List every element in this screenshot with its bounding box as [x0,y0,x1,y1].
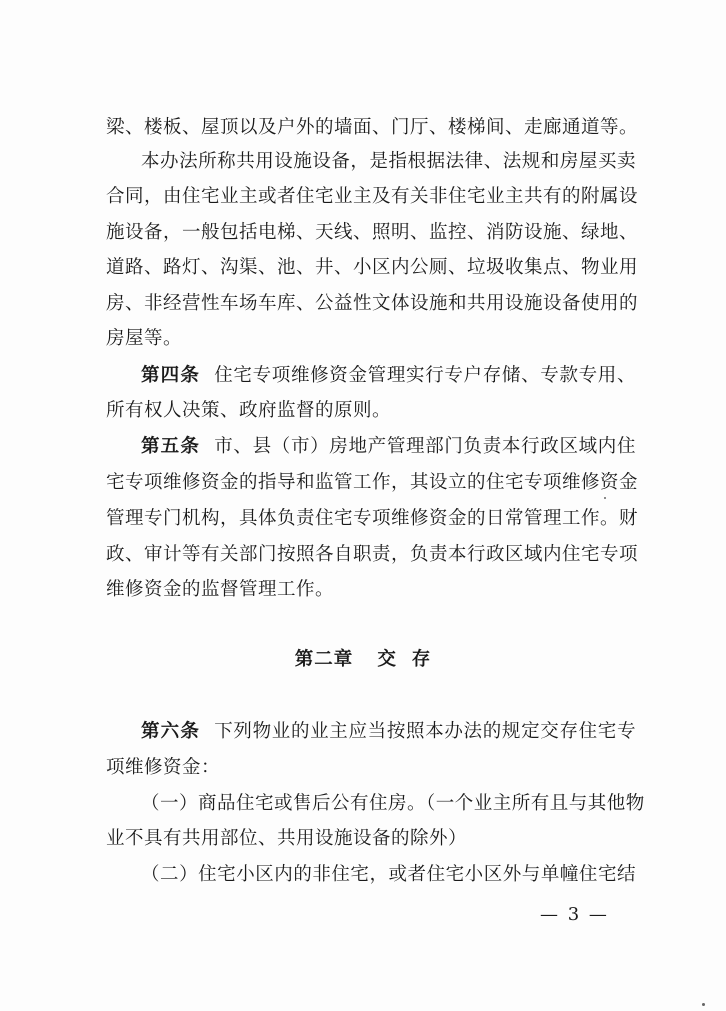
text-line: 所有权人决策、政府监督的原则。 [106,400,392,421]
text-line: 合同，由住宅业主或者住宅业主及有关非住宅业主共有的附属设 [106,186,639,207]
page-number: — 3 — [540,904,609,925]
scan-speck [702,1003,705,1006]
text-line: 宅专项维修资金的指导和监管工作，其设立的住宅专项维修资金 [106,472,639,493]
text-line: 梁、楼板、屋顶以及户外的墙面、门厅、楼梯间、走廊通道等。 [106,117,639,138]
article-4-line [141,364,636,388]
scan-speck [604,497,606,499]
text-line: 本办法所称共用设施设备，是指根据法律、法规和房屋买卖 [141,151,636,172]
article-6-line [141,720,636,744]
chapter-number: 第二章 [294,649,354,670]
list-item: （二）住宅小区内的非住宅，或者住宅小区外与单幢住宅结 [141,864,636,885]
article-title: 第六条 [141,721,201,742]
article-text: 住宅专项维修资金管理实行专户存储、专款专用、 [214,365,636,386]
article-title: 第五条 [141,436,201,457]
article-5-line [141,435,636,459]
text-line: 房、非经营性车场车库、公益性文体设施和共用设施设备使用的 [106,293,639,314]
text-line: 业不具有共用部位、共用设施设备的除外） [106,828,468,849]
text-line: 道路、路灯、沟渠、池、井、小区内公厕、垃圾收集点、物业用 [106,257,639,278]
article-text: 市、县（市）房地产管理部门负责本行政区域内住 [214,436,636,457]
text-line: 政、审计等有关部门按照各自职责，负责本行政区域内住宅专项 [106,544,639,565]
list-item: （一）商品住宅或售后公有住房。（一个业主所有且与其他物 [141,793,645,814]
chapter-title: 交 存 [377,649,432,670]
article-title: 第四条 [141,365,201,386]
text-line: 施设备，一般包括电梯、天线、照明、监控、消防设施、绿地、 [106,222,639,243]
chapter-heading [0,648,726,672]
text-line: 项维修资金： [106,757,221,778]
article-text: 下列物业的业主应当按照本办法的规定交存住宅专 [214,721,636,742]
text-line: 房屋等。 [106,328,183,349]
text-line: 维修资金的监督管理工作。 [106,579,335,600]
text-line: 管理专门机构，具体负责住宅专项维修资金的日常管理工作。财 [106,508,639,529]
